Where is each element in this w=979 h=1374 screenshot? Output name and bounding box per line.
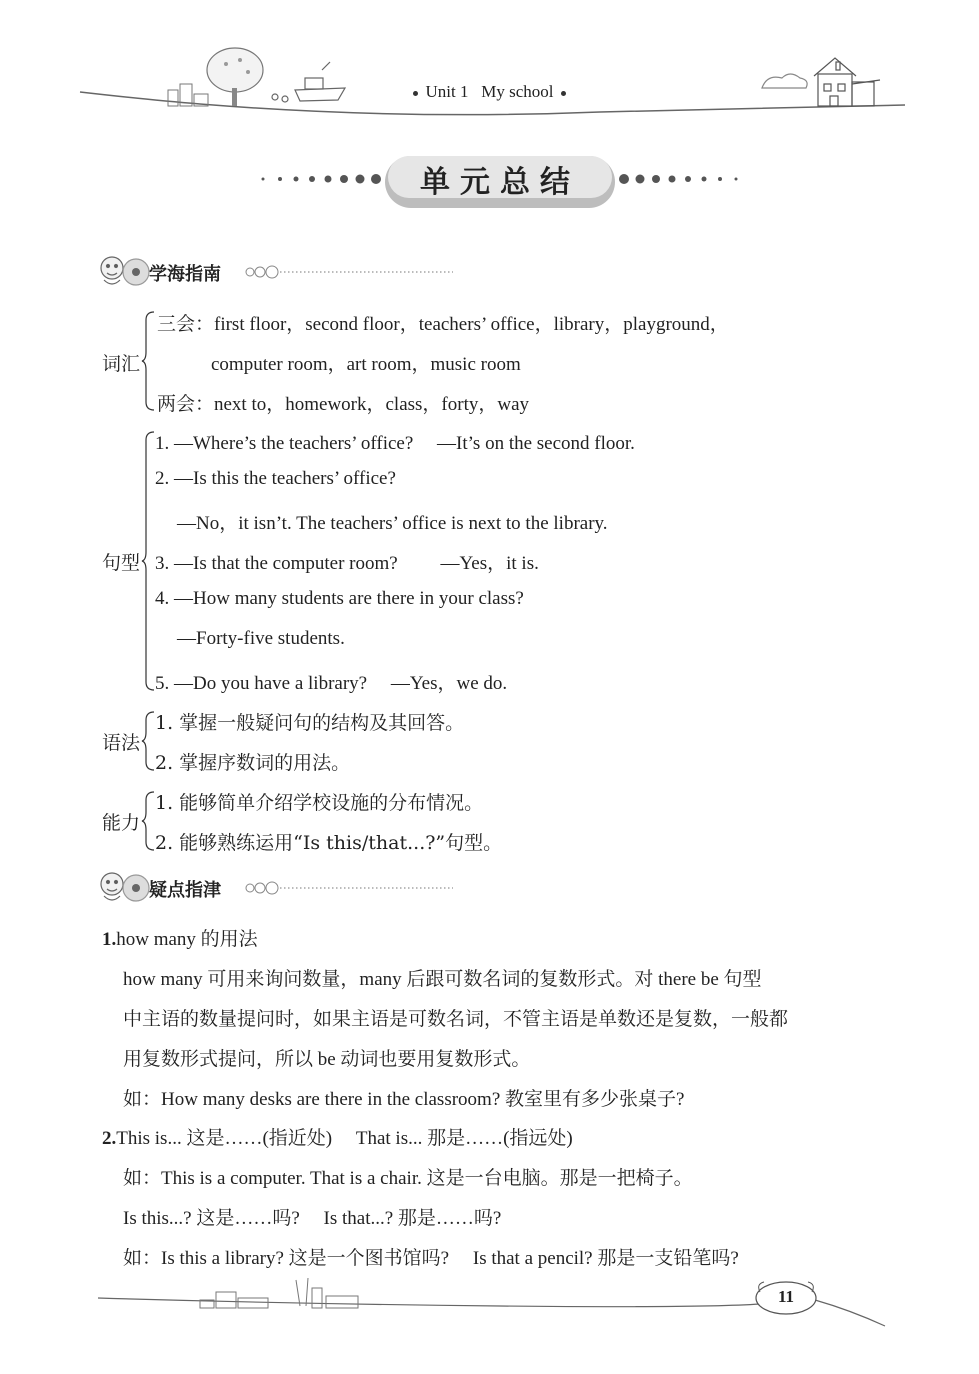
item-2-heading xyxy=(102,1123,573,1150)
item-number: 2. xyxy=(102,1128,117,1149)
sentence-line-1: 1. —Where’s the teachers’ office? —It’s on the second floor. xyxy=(155,433,635,454)
grammar-line-1: 1. 掌握一般疑问句的结构及其回答。 xyxy=(155,712,465,734)
grammar-label: 语法 xyxy=(102,732,141,754)
sentence-line-3: —No，it isn’t. The teachers’ office is next to the library. xyxy=(177,513,608,534)
sentences-label: 句型 xyxy=(102,552,141,574)
brace-ability xyxy=(141,790,155,852)
item-2-example-1: 如：This is a computer. That is a chair. 这是一台电脑。那是一把椅子。 xyxy=(123,1168,693,1189)
vocab-line-3: 两会：next to，homework，class，forty，way xyxy=(157,394,530,415)
ability-line-1: 1. 能够简单介绍学校设施的分布情况。 xyxy=(155,792,484,814)
item-2-example-3: 如：Is this a library? 这是一个图书馆吗? Is that a pencil? 那是一支铅笔吗? xyxy=(123,1248,739,1269)
brace-sentences xyxy=(141,430,155,692)
item-2-example-2: Is this...? 这是……吗? Is that...? 那是……吗? xyxy=(123,1208,502,1229)
bullet-dot xyxy=(413,91,418,96)
item-1-para-1: how many 可用来询问数量，many 后跟可数名词的复数形式。对 there be 句型 xyxy=(123,969,762,990)
vocab-label: 词汇 xyxy=(102,353,141,375)
header-decoration xyxy=(0,0,979,140)
vocab-line-2: computer room，art room，music room xyxy=(211,354,521,375)
cartoon-child-icon xyxy=(101,873,149,901)
running-header xyxy=(0,82,979,102)
item-1-title: how many 的用法 xyxy=(116,929,258,950)
item-1-example: 如：How many desks are there in the classroom? 教室里有多少张桌子? xyxy=(123,1089,685,1110)
ability-label: 能力 xyxy=(102,812,141,834)
item-1-heading xyxy=(102,924,258,951)
sentence-line-4: 3. —Is that the computer room? —Yes，it is. xyxy=(155,553,539,574)
footer-decoration xyxy=(0,1270,979,1340)
item-2-title: This is... 这是……(指近处) That is... 那是……(指远处) xyxy=(116,1128,573,1149)
page-title: 单元总结 xyxy=(420,165,580,200)
cartoon-child-icon xyxy=(101,257,149,285)
header-unit: Unit 1 xyxy=(425,82,469,101)
header-title: My school xyxy=(481,82,554,101)
item-1-para-2: 中主语的数量提问时，如果主语是可数名词，不管主语是单数还是复数，一般都 xyxy=(123,1009,789,1030)
sentence-line-2: 2. —Is this the teachers’ office? xyxy=(155,468,396,489)
sentence-line-6: —Forty-five students. xyxy=(177,628,345,649)
vocab-line-1: 三会：first floor，second floor，teachers’ office，library，playground， xyxy=(157,314,729,335)
brace-vocab xyxy=(141,310,155,412)
item-number: 1. xyxy=(102,929,117,950)
grammar-line-2: 2. 掌握序数词的用法。 xyxy=(155,752,351,774)
section-title-study-guide: 学海指南 xyxy=(149,264,221,285)
sentence-line-7: 5. —Do you have a library? —Yes，we do. xyxy=(155,673,508,694)
bullet-dot xyxy=(561,91,566,96)
item-1-para-3: 用复数形式提问，所以 be 动词也要用复数形式。 xyxy=(123,1049,531,1070)
brace-grammar xyxy=(141,710,155,772)
ability-line-2: 2. 能够熟练运用“Is this/that...?”句型。 xyxy=(155,832,503,854)
section-title-doubts: 疑点指津 xyxy=(149,880,221,901)
page-number: 11 xyxy=(777,1287,795,1306)
sentence-line-5: 4. —How many students are there in your class? xyxy=(155,588,524,609)
